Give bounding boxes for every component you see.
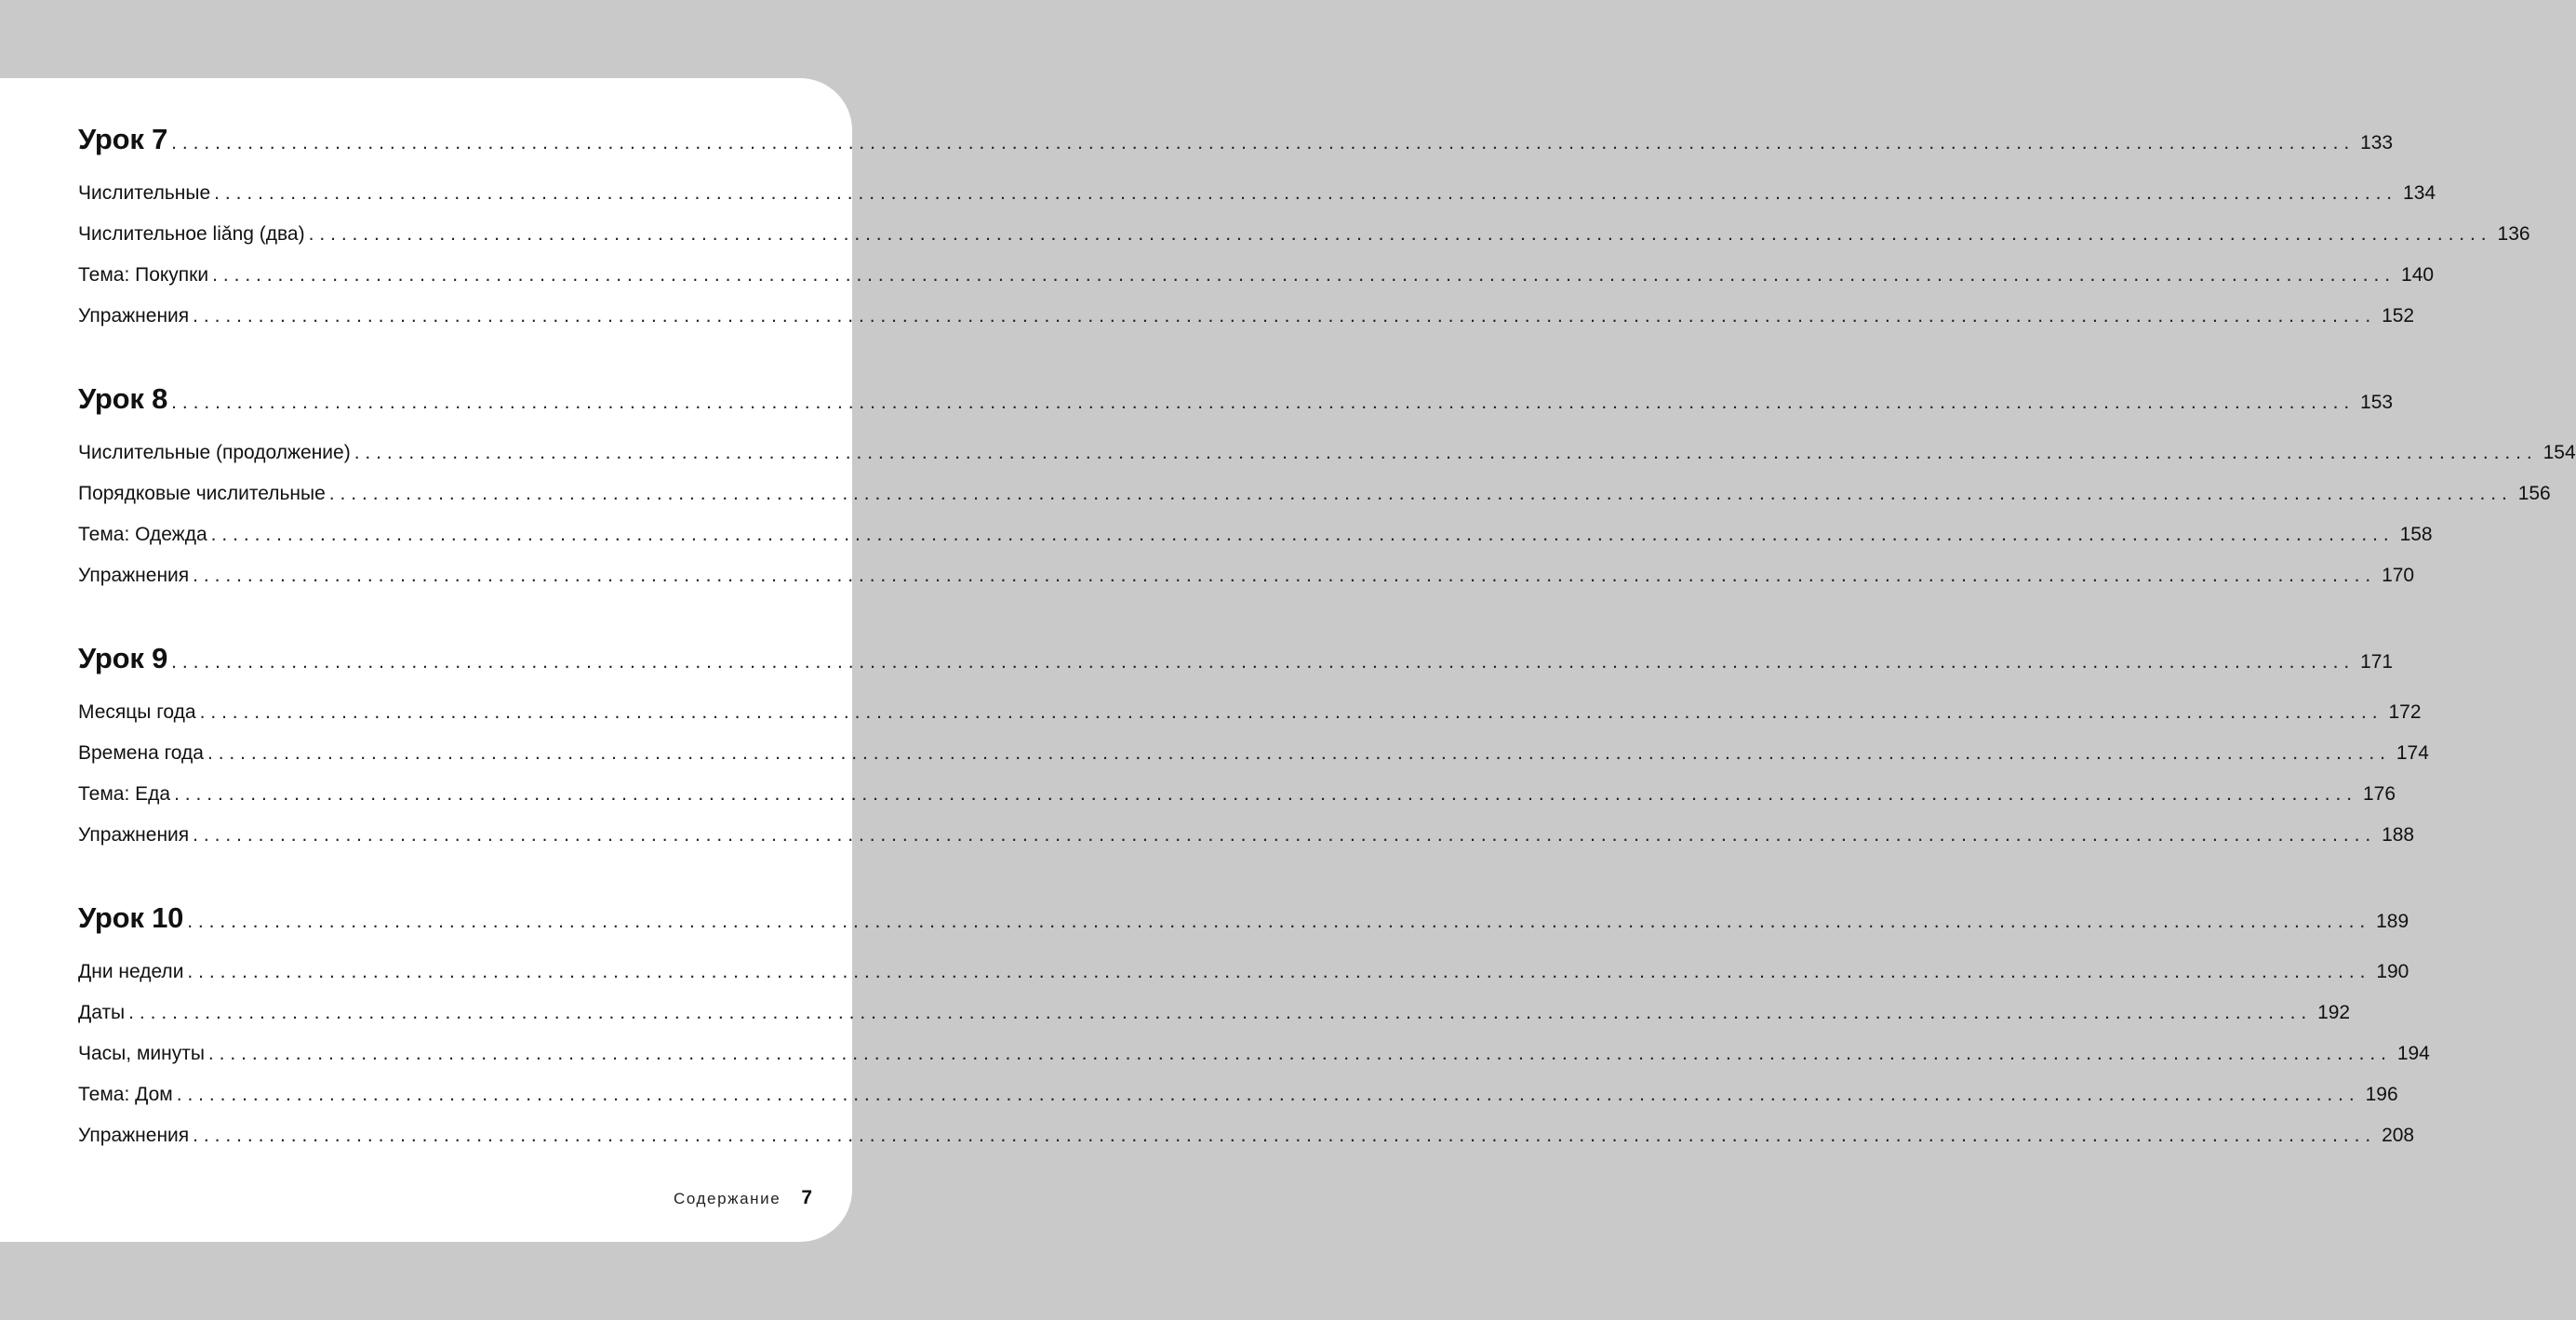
dot-leader: ........................................................................................................................................................................................................ xyxy=(193,305,2377,327)
entry-page-number: 156 xyxy=(2517,483,2551,504)
dot-leader: ........................................................................................................................................................................................................ xyxy=(199,701,2383,723)
lesson-page-number: 133 xyxy=(2360,132,2394,153)
entry-label: Часы, минуты xyxy=(78,1043,205,1064)
toc-entry[interactable] xyxy=(78,824,2415,847)
toc-entry[interactable] xyxy=(78,524,2433,546)
entry-label: Даты xyxy=(78,1002,126,1023)
toc-entry[interactable] xyxy=(78,1002,2351,1024)
entry-label: Тема: Одежда xyxy=(78,524,207,545)
entry-label: Упражнения xyxy=(78,565,190,586)
entry-page-number: 174 xyxy=(2396,742,2429,764)
entry-page-number: 190 xyxy=(2376,961,2409,982)
toc-entry[interactable] xyxy=(78,442,2576,464)
toc-entry[interactable] xyxy=(78,305,2415,327)
toc-entry[interactable] xyxy=(78,1084,2398,1106)
dot-leader: ........................................................................................................................................................................................................ xyxy=(207,742,2391,764)
entry-label: Порядковые числительные xyxy=(78,483,326,504)
entry-page-number: 134 xyxy=(2403,182,2436,204)
toc-entry[interactable] xyxy=(78,1125,2415,1147)
toc-entry[interactable] xyxy=(78,483,2551,505)
toc-lesson-heading[interactable] xyxy=(78,642,2394,675)
toc-entry[interactable] xyxy=(78,961,2409,983)
entry-page-number: 152 xyxy=(2382,305,2415,327)
dot-leader: ........................................................................................................................................................................................................ xyxy=(171,651,2356,673)
entry-page-number: 154 xyxy=(2543,442,2576,463)
dot-leader: ........................................................................................................................................................................................................ xyxy=(328,483,2513,504)
page-number: 7 xyxy=(801,1187,812,1208)
entry-label: Месяцы года xyxy=(78,701,196,723)
toc-entry[interactable] xyxy=(78,742,2429,765)
entry-label: Упражнения xyxy=(78,1125,190,1146)
entry-label: Числительные xyxy=(78,182,211,204)
lesson-title: Урок 8 xyxy=(78,382,168,415)
lesson-page-number: 171 xyxy=(2360,651,2394,673)
entry-label: Упражнения xyxy=(78,305,190,327)
entry-page-number: 192 xyxy=(2317,1002,2351,1023)
toc-entry[interactable] xyxy=(78,264,2435,287)
lesson-page-number: 153 xyxy=(2360,392,2394,413)
entry-label: Тема: Покупки xyxy=(78,264,209,286)
toc-lesson-heading[interactable] xyxy=(78,901,2409,935)
entry-page-number: 172 xyxy=(2388,701,2422,723)
running-footer-title: Содержание xyxy=(673,1190,781,1207)
dot-leader: ........................................................................................................................................................................................................ xyxy=(187,961,2371,982)
toc-entry[interactable] xyxy=(78,1043,2430,1065)
entry-label: Времена года xyxy=(78,742,204,764)
entry-label: Упражнения xyxy=(78,824,190,846)
dot-leader: ........................................................................................................................................................................................................ xyxy=(214,182,2398,204)
dot-leader: ........................................................................................................................................................................................................ xyxy=(174,783,2357,805)
entry-label: Числительное liǎng (два) xyxy=(78,223,305,245)
entry-page-number: 196 xyxy=(2365,1084,2398,1105)
entry-label: Тема: Дом xyxy=(78,1084,173,1105)
dot-leader: ........................................................................................................................................................................................................ xyxy=(193,824,2377,846)
toc-lesson-heading[interactable] xyxy=(78,382,2394,416)
toc-entry[interactable] xyxy=(78,223,2530,246)
entry-page-number: 176 xyxy=(2362,783,2396,805)
dot-leader: ........................................................................................................................................................................................................ xyxy=(354,442,2538,463)
dot-leader: ........................................................................................................................................................................................................ xyxy=(187,911,2371,932)
entry-page-number: 194 xyxy=(2396,1043,2430,1064)
entry-page-number: 140 xyxy=(2401,264,2435,286)
entry-page-number: 188 xyxy=(2382,824,2415,846)
dot-leader: ........................................................................................................................................................................................................ xyxy=(171,392,2356,413)
entry-page-number: 136 xyxy=(2497,223,2530,245)
dot-leader: ........................................................................................................................................................................................................ xyxy=(193,565,2377,586)
entry-page-number: 170 xyxy=(2382,565,2415,586)
toc-entry[interactable] xyxy=(78,701,2422,724)
dot-leader: ........................................................................................................................................................................................................ xyxy=(171,132,2356,153)
lesson-page-number: 189 xyxy=(2376,911,2409,932)
dot-leader: ........................................................................................................................................................................................................ xyxy=(128,1002,2313,1023)
dot-leader: ........................................................................................................................................................................................................ xyxy=(193,1125,2377,1146)
entry-label: Тема: Еда xyxy=(78,783,171,805)
toc-entry[interactable] xyxy=(78,783,2396,806)
entry-page-number: 208 xyxy=(2382,1125,2415,1146)
dot-leader: ........................................................................................................................................................................................................ xyxy=(308,223,2492,245)
lesson-title: Урок 10 xyxy=(78,901,184,934)
lesson-title: Урок 7 xyxy=(78,123,168,155)
toc-entry[interactable] xyxy=(78,565,2415,587)
dot-leader: ........................................................................................................................................................................................................ xyxy=(207,1043,2392,1064)
toc-entry[interactable] xyxy=(78,182,2436,205)
dot-leader: ........................................................................................................................................................................................................ xyxy=(210,524,2395,545)
page-footer xyxy=(674,1187,812,1209)
toc-lesson-heading[interactable] xyxy=(78,123,2394,156)
book-page xyxy=(0,78,2576,1242)
lesson-title: Урок 9 xyxy=(78,642,168,674)
entry-label: Дни недели xyxy=(78,961,184,982)
entry-page-number: 158 xyxy=(2399,524,2433,545)
dot-leader: ........................................................................................................................................................................................................ xyxy=(176,1084,2360,1105)
dot-leader: ........................................................................................................................................................................................................ xyxy=(212,264,2396,286)
entry-label: Числительные (продолжение) xyxy=(78,442,351,463)
